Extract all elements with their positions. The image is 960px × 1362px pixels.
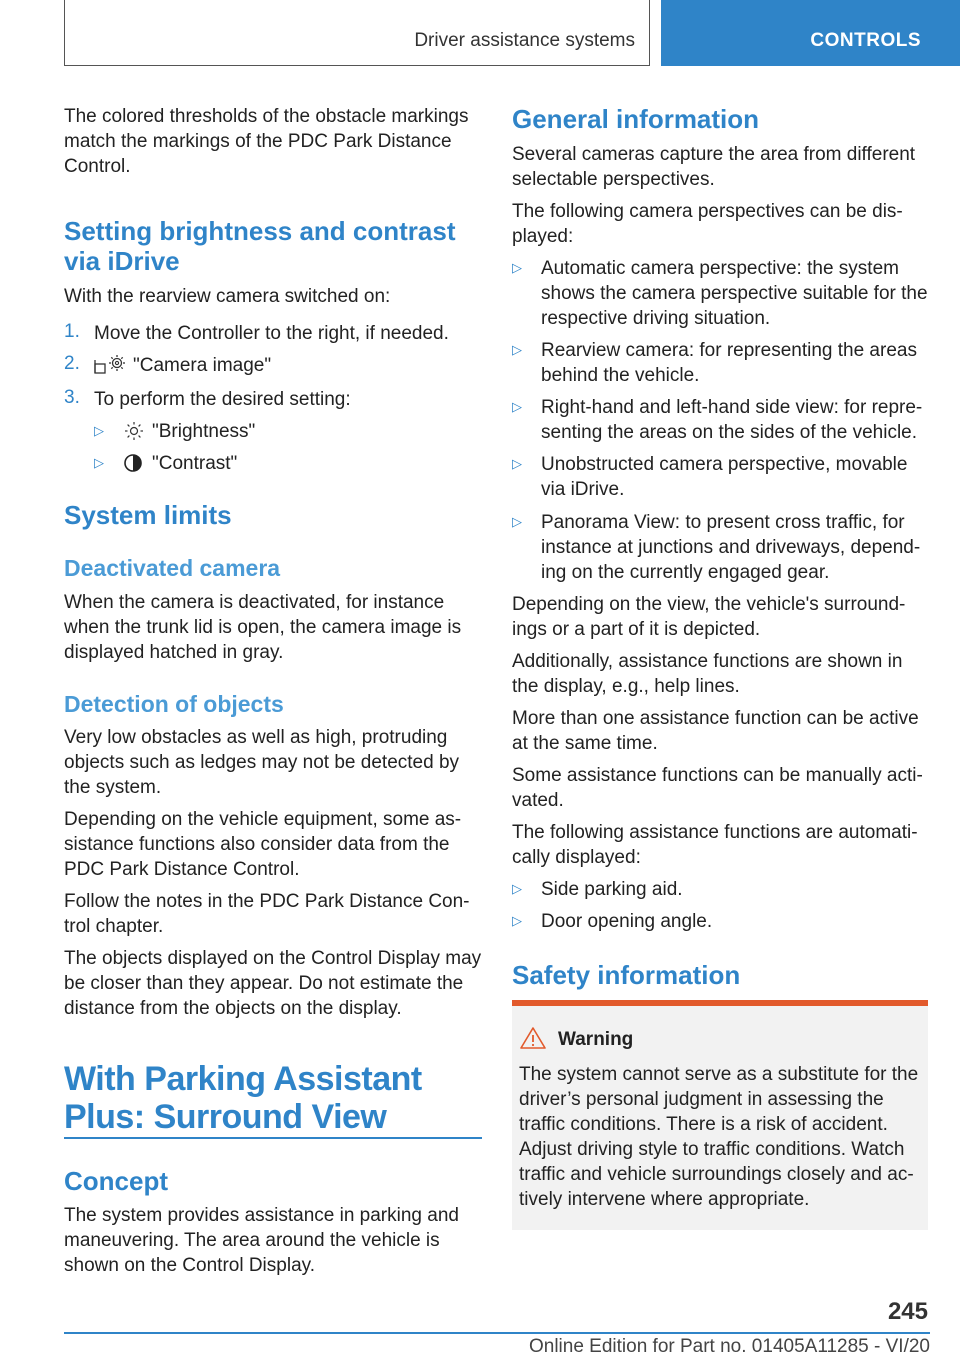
list-item-text: Unobstructed camera perspective, movable via iDrive. xyxy=(541,454,908,500)
list-item xyxy=(512,395,930,445)
warning-icon xyxy=(520,1026,546,1055)
step-number: 1. xyxy=(64,321,80,342)
list-item-text: Panorama View: to present cross traffic, for instance at junctions and driveways, depend-ing on the currently engaged gear. xyxy=(541,512,921,583)
detection-paragraph-1: Very low obstacles as well as high, protruding objects such as ledges may not be detected by the system. xyxy=(64,727,460,798)
sub-text: "Brightness" xyxy=(152,421,256,442)
heading-concept: Concept xyxy=(64,1166,168,1196)
footer-edition: Online Edition for Part no. 01405A11285 - VI/20 xyxy=(528,1336,930,1357)
header-section-box xyxy=(64,0,650,66)
warning-title: Warning xyxy=(558,1029,634,1050)
bullet-triangle-icon: ▷ xyxy=(512,342,522,357)
auto-paragraph: The following assistance functions are automati-cally displayed: xyxy=(512,822,918,868)
heading-brightness-contrast: Setting brightness and contrast via iDrive xyxy=(64,216,456,276)
detection-paragraph-2: Depending on the vehicle equipment, some as-sistance functions also consider data from the PDC Park Distance Control. xyxy=(64,809,462,880)
detection-paragraph-3: Follow the notes in the PDC Park Distance Con-trol chapter. xyxy=(64,891,470,937)
step-number: 3. xyxy=(64,387,80,408)
warning-box xyxy=(512,1006,928,1230)
sub-text: "Contrast" xyxy=(152,453,238,474)
list-item-text: Door opening angle. xyxy=(541,911,713,932)
concept-paragraph: The system provides assistance in parking and maneuvering. The area around the vehicle is shown on the Control Display. xyxy=(64,1205,459,1276)
bullet-triangle-icon: ▷ xyxy=(512,399,522,414)
list-item xyxy=(512,909,930,934)
list-item xyxy=(512,877,930,902)
heading-deactivated-camera: Deactivated camera xyxy=(64,555,281,581)
sub-contrast xyxy=(64,451,482,476)
intro-paragraph: The colored thresholds of the obstacle markings match the markings of the PDC Park Distance Control. xyxy=(64,106,469,177)
list-item xyxy=(512,452,930,502)
more-paragraph: More than one assistance function can be active at the same time. xyxy=(512,708,919,754)
header-chapter-tab[interactable] xyxy=(661,0,960,66)
view-paragraph: Depending on the view, the vehicle's surround-ings or a part of it is depicted. xyxy=(512,594,906,640)
bullet-triangle-icon: ▷ xyxy=(94,455,104,470)
bullet-triangle-icon: ▷ xyxy=(512,913,522,928)
step-3 xyxy=(64,387,482,412)
list-item-text: Rearview camera: for representing the areas behind the vehicle. xyxy=(541,340,917,386)
bullet-triangle-icon: ▷ xyxy=(512,456,522,471)
step-number: 2. xyxy=(64,353,80,374)
list-item-text: Automatic camera perspective: the system shows the camera perspective suitable for the respective driving situation. xyxy=(541,258,928,329)
step-text: "Camera image" xyxy=(133,355,272,376)
step-text: Move the Controller to the right, if needed. xyxy=(94,323,449,344)
additional-paragraph: Additionally, assistance functions are shown in the display, e.g., help lines. xyxy=(512,651,903,697)
step-2 xyxy=(64,353,482,378)
list-item xyxy=(512,338,930,388)
heading-surround-view: With Parking Assistant Plus: Surround View xyxy=(64,1060,422,1136)
heading-general-information: General information xyxy=(512,104,760,134)
sub-brightness xyxy=(64,419,482,444)
brightness-intro: With the rearview camera switched on: xyxy=(64,286,391,307)
page-number: 245 xyxy=(887,1298,928,1325)
header-section-title: Driver assistance systems xyxy=(414,30,635,51)
heading-safety-information: Safety information xyxy=(512,960,741,990)
brightness-icon xyxy=(124,421,144,446)
warning-text: The system cannot serve as a substitute for the driver’s personal judgment in assessing the traffic conditions. There is a risk of accident. Adjust driving style to traffic conditions. Watch traffic and vehicle surroundings closely and ac-tively intervene where appropriate. xyxy=(519,1064,919,1210)
general-paragraph-1: Several cameras capture the area from different selectable perspectives. xyxy=(512,144,916,190)
heading-detection-objects: Detection of objects xyxy=(64,691,284,717)
footer-divider xyxy=(64,1332,930,1334)
header-chapter-title: CONTROLS xyxy=(810,30,921,51)
detection-paragraph-4: The objects displayed on the Control Display may be closer than they appear. Do not estimate the distance from the objects on the display. xyxy=(64,948,482,1019)
contrast-icon xyxy=(123,453,143,478)
section-divider xyxy=(64,1137,482,1139)
bullet-triangle-icon: ▷ xyxy=(94,423,104,438)
list-item-text: Right-hand and left-hand side view: for repre-senting the areas on the sides of the vehicle. xyxy=(541,397,923,443)
list-item-text: Side parking aid. xyxy=(541,879,683,900)
bullet-triangle-icon: ▷ xyxy=(512,260,522,275)
general-paragraph-2: The following camera perspectives can be dis-played: xyxy=(512,201,903,247)
list-item xyxy=(512,510,930,585)
list-item xyxy=(512,256,930,331)
bullet-triangle-icon: ▷ xyxy=(512,881,522,896)
camera-settings-icon xyxy=(94,354,126,381)
step-1 xyxy=(64,321,482,346)
bullet-triangle-icon: ▷ xyxy=(512,514,522,529)
step-text: To perform the desired setting: xyxy=(94,389,351,410)
heading-system-limits: System limits xyxy=(64,500,232,530)
manual-paragraph: Some assistance functions can be manually acti-vated. xyxy=(512,765,923,811)
deactivated-paragraph: When the camera is deactivated, for instance when the trunk lid is open, the camera image is displayed hatched in gray. xyxy=(64,592,462,663)
